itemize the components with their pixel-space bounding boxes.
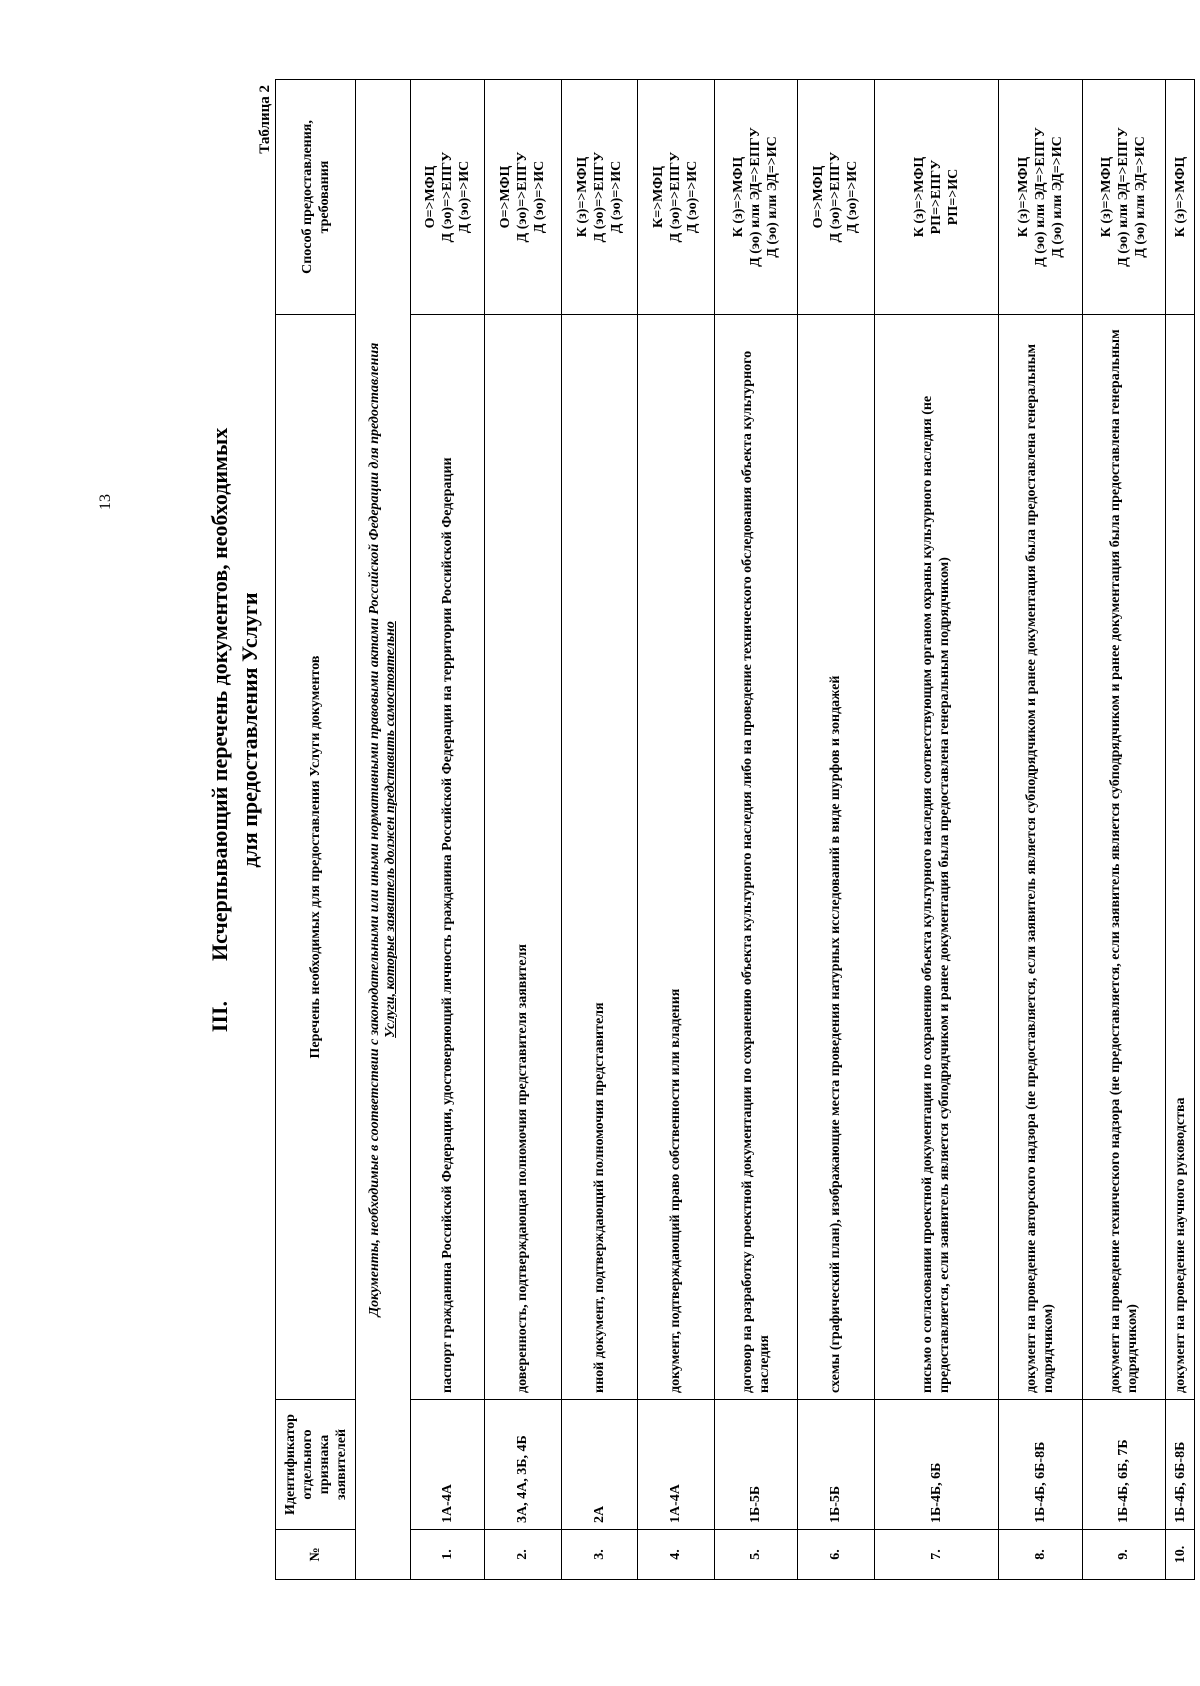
table-row xyxy=(561,80,637,1580)
group-cell xyxy=(356,80,411,1580)
row-num: 5. xyxy=(714,1530,798,1580)
table-row xyxy=(998,80,1082,1580)
group-row xyxy=(356,80,411,1580)
table-row xyxy=(1082,80,1166,1580)
table-row xyxy=(874,80,998,1580)
row-document: паспорт гражданина Российской Федерации, удостоверяющий личность гражданина Российской Федерации на территории Российской Федерации xyxy=(410,315,484,1400)
row-identifier: 1Б-4Б, 6Б-8Б xyxy=(998,1400,1082,1530)
row-identifier: 3А, 4А, 3Б, 4Б xyxy=(485,1400,561,1530)
row-num: 10. xyxy=(1166,1530,1195,1580)
row-method: К=>МФЦ Д (эо)=>ЕПГУ Д (эо)=>ИС xyxy=(638,80,714,315)
row-document: доверенность, подтверждающая полномочия представителя заявителя xyxy=(485,315,561,1400)
row-method: К (з)=>МФЦ РП=>ЕПГУ РП=>ИС xyxy=(874,80,998,315)
page-number: 13 xyxy=(97,494,114,510)
documents-table xyxy=(275,79,1195,1580)
header-identifier: Идентификатор отдельного признака заявителей xyxy=(276,1400,356,1530)
row-method: О=>МФЦ Д (эо)=>ЕПГУ Д (эо)=>ИС xyxy=(410,80,484,315)
row-document: схемы (графический план), изображающие места проведения натурных исследований в виде шурфов и зондажей xyxy=(798,315,874,1400)
header-method: Способ предоставления, требования xyxy=(276,80,356,315)
table-row xyxy=(798,80,874,1580)
section-number: III. xyxy=(207,1001,232,1033)
row-method: О=>МФЦ Д (эо)=>ЕПГУ Д (эо)=>ИС xyxy=(798,80,874,315)
row-document: письмо о согласовании проектной документации по сохранению объекта культурного наследия соответствующим органом охраны культурного наследия (не предоставляется, если заявитель является субподрядчиком и ранее документация была предоставлена генеральным подрядчиком) xyxy=(874,315,998,1400)
row-identifier: 1А-4А xyxy=(638,1400,714,1530)
group-line-2: Услуги, которые заявитель должен представить самостоятельно xyxy=(382,621,398,1038)
row-document: документ на проведение технического надзора (не предоставляется, если заявитель является субподрядчиком и ранее документация была предоставлена генеральным подрядчиком) xyxy=(1082,315,1166,1400)
table-caption: Таблица 2 xyxy=(257,85,273,154)
row-document: документ, подтверждающий право собственности или владения xyxy=(638,315,714,1400)
row-num: 2. xyxy=(485,1530,561,1580)
row-num: 9. xyxy=(1082,1530,1166,1580)
row-method: О=>МФЦ Д (эо)=>ЕПГУ Д (эо)=>ИС xyxy=(485,80,561,315)
row-document: договор на разработку проектной документации по сохранению объекта культурного наследия либо на проведение технического обследования объекта культурного наследия xyxy=(714,315,798,1400)
row-document: документ на проведение научного руководства xyxy=(1166,315,1195,1400)
row-identifier: 1Б-4Б, 6Б-8Б xyxy=(1166,1400,1195,1530)
row-num: 7. xyxy=(874,1530,998,1580)
row-num: 1. xyxy=(410,1530,484,1580)
group-line-1: Документы, необходимые в соответствии с законодательными или иными нормативными правовыми актами Российской Федерации для предоставления xyxy=(366,342,382,1317)
row-identifier: 1Б-4Б, 6Б, 7Б xyxy=(1082,1400,1166,1530)
table-row xyxy=(638,80,714,1580)
row-identifier: 2А xyxy=(561,1400,637,1530)
table-row xyxy=(1166,80,1195,1580)
row-num: 8. xyxy=(998,1530,1082,1580)
row-num: 3. xyxy=(561,1530,637,1580)
table-row xyxy=(410,80,484,1580)
header-documents: Перечень необходимых для предоставления Услуги документов xyxy=(276,315,356,1400)
row-method: К (з)=>МФЦ Д (эо)=>ЕПГУ Д (эо)=>ИС xyxy=(561,80,637,315)
row-identifier: 1Б-5Б xyxy=(714,1400,798,1530)
section-heading xyxy=(205,80,265,1380)
row-identifier: 1А-4А xyxy=(410,1400,484,1530)
table-header-row xyxy=(276,80,356,1580)
heading-line-1: Исчерпывающий перечень документов, необходимых xyxy=(207,427,232,962)
table-row xyxy=(485,80,561,1580)
rotated-page-content xyxy=(205,0,1200,1580)
row-num: 6. xyxy=(798,1530,874,1580)
row-identifier: 1Б-4Б, 6Б xyxy=(874,1400,998,1530)
heading-line-2: для предоставления Услуги xyxy=(237,592,262,868)
row-identifier: 1Б-5Б xyxy=(798,1400,874,1530)
table-row xyxy=(714,80,798,1580)
row-method: К (з)=>МФЦ Д (эо) или ЭД=>ЕПГУ Д (эо) или ЭД=>ИС xyxy=(1082,80,1166,315)
row-document: документ на проведение авторского надзора (не предоставляется, если заявитель является субподрядчиком и ранее документация была предоставлена генеральным подрядчиком) xyxy=(998,315,1082,1400)
row-method: К (з)=>МФЦ xyxy=(1166,80,1195,315)
row-num: 4. xyxy=(638,1530,714,1580)
row-method: К (з)=>МФЦ Д (эо) или ЭД=>ЕПГУ Д (эо) или ЭД=>ИС xyxy=(998,80,1082,315)
header-num: № xyxy=(276,1530,356,1580)
row-document: иной документ, подтверждающий полномочия представителя xyxy=(561,315,637,1400)
row-method: К (з)=>МФЦ Д (эо) или ЭД=>ЕПГУ Д (эо) или ЭД=>ИС xyxy=(714,80,798,315)
